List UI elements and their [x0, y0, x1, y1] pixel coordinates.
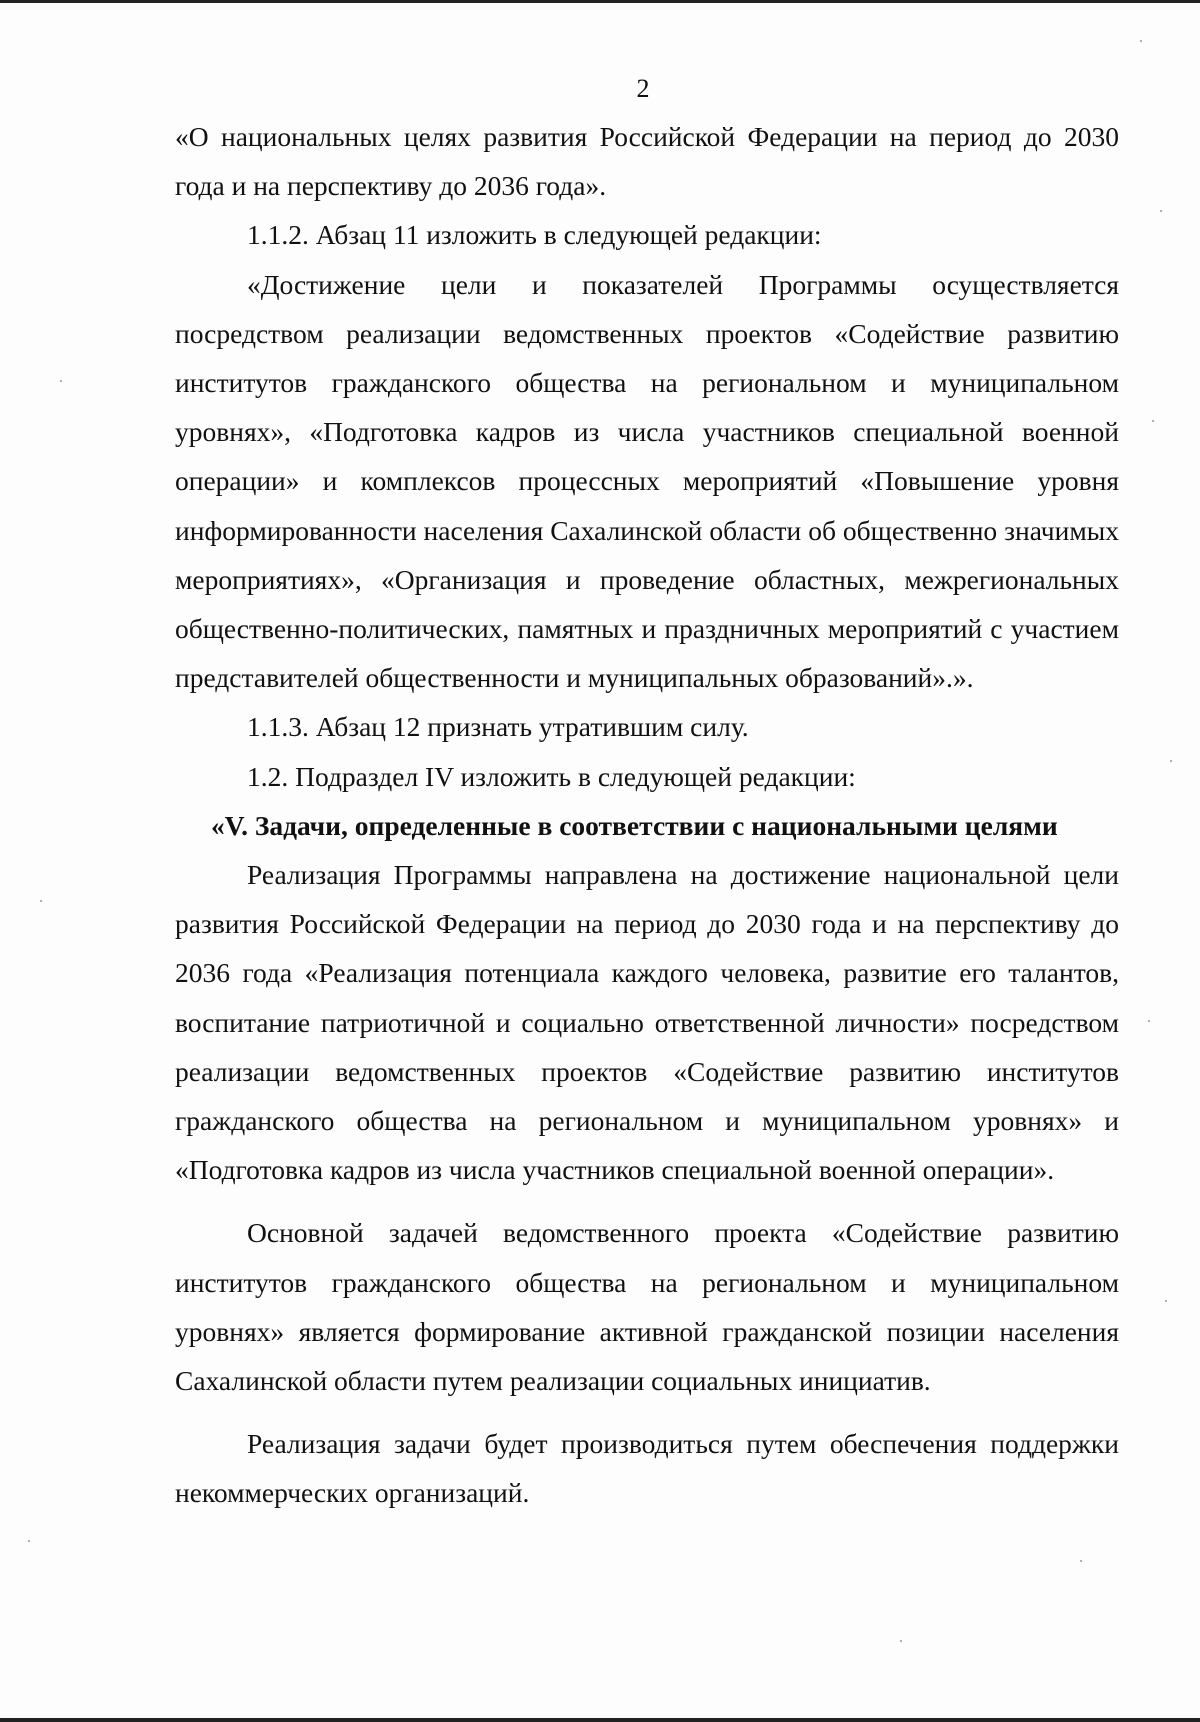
paragraph-gap — [175, 1405, 1119, 1419]
section-heading: «V. Задачи, определенные в соответствии с национальными целями — [211, 809, 1058, 841]
scan-top-edge — [0, 0, 1200, 3]
paragraph-main-task: Основной задачей ведомственного проекта «Содействие развитию институтов гражданского общества на региональном и муниципальном уровнях» является формирование активной гражданской позиции населения Сахалинской области путем реализации социальных инициатив. — [175, 1217, 1119, 1397]
paragraph-item-1-2: 1.2. Подраздел IV изложить в следующей редакции: — [247, 760, 856, 792]
paragraph-program-goal: Реализация Программы направлена на достижение национальной цели развития Российской Федерации на период до 2030 года и на перспективу до 2036 года «Реализация потенциала каждого человека, развитие его талантов, воспитание патриотичной и социально ответственной личности» посредством реализации ведомственных проектов «Содействие развитию институтов гражданского общества на региональном и муниципальном уровнях» и «Подготовка кадров из числа участников специальной военной операции». — [175, 859, 1119, 1186]
paragraph-gap — [175, 1194, 1119, 1208]
paragraph-quote-achievement: «Достижение цели и показателей Программы осуществляется посредством реализации ведомственных проектов «Содействие развитию институтов гражданского общества на региональном и муниципальном уровнях», «Подготовка кадров из числа участников специальной военной операции» и комплексов процессных мероприятий «Повышение уровня информированности населения Сахалинской области об общественно значимых мероприятиях», «Организация и проведение областных, межрегиональных общественно-политических, памятных и праздничных мероприятий с участием представителей общественности и муниципальных образований».». — [175, 268, 1119, 694]
page-number: 2 — [636, 74, 650, 103]
paragraph-item-1-1-3: 1.1.3. Абзац 12 признать утратившим силу. — [247, 711, 749, 743]
scan-bottom-edge — [0, 1718, 1200, 1722]
paragraph-continuation: «О национальных целях развития Российской Федерации на период до 2030 года и на перспективу до 2036 года». — [175, 121, 1119, 202]
paragraph-task-implementation: Реализация задачи будет производиться путем обеспечения поддержки некоммерческих организаций. — [175, 1428, 1119, 1509]
paragraph-item-1-1-2: 1.1.2. Абзац 11 изложить в следующей редакции: — [247, 219, 822, 251]
document-body — [175, 112, 1119, 1518]
